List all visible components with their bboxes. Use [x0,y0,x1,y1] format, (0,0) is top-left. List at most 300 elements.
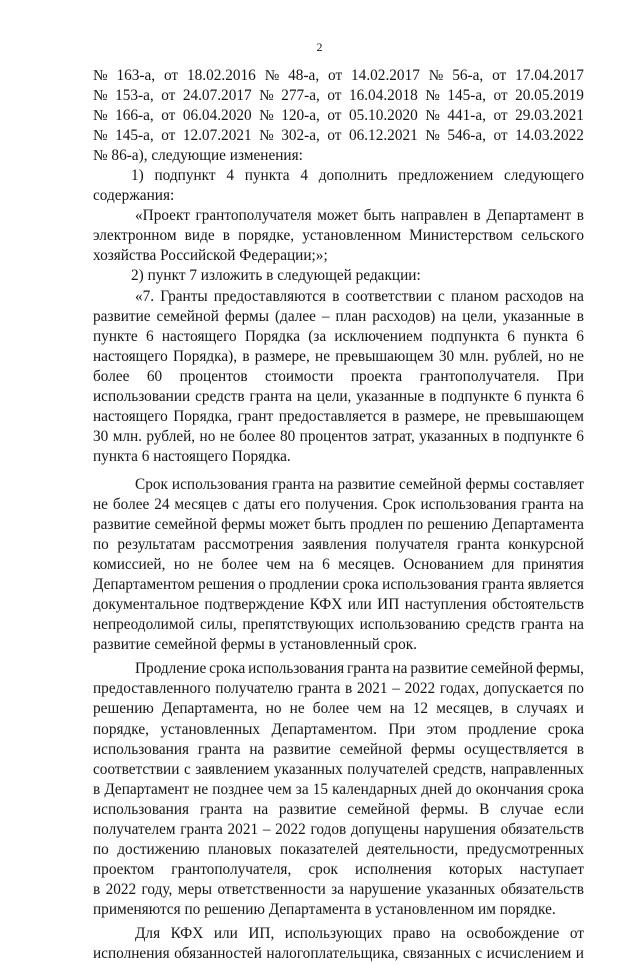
text-line [93,820,584,840]
word: наступает [519,860,584,878]
word: «7. [135,287,155,305]
word: Министерством [409,227,513,245]
word: исключением [334,327,423,345]
word: цели, [462,307,497,325]
word: комиссией, [93,556,166,574]
text-line [93,387,584,407]
word: на [392,660,408,678]
word: но [547,347,564,365]
word: чем [357,700,382,718]
word: затрат, [372,427,415,445]
word: соответствии [93,760,180,778]
word: фермы. [420,800,469,818]
word: составляет [513,475,584,493]
word: от [328,67,343,84]
word: срока [342,576,379,594]
word: фермы, [536,660,584,678]
word: по [93,840,109,858]
word: 6 [576,327,584,345]
word: от [492,67,507,84]
word: дополнить [318,167,388,185]
word: 12 [412,700,429,718]
word: порядке, [238,227,295,245]
word: 05.10.2020 [348,107,418,125]
word: Департамента [492,516,584,534]
word: 145-а, [115,127,154,145]
word: срока [209,660,246,678]
word: (далее [274,307,316,325]
word: от [327,87,342,105]
word: право [392,924,431,942]
word: настоящего [93,347,168,365]
text-line [93,555,584,575]
word: от [327,107,342,125]
word: продлении [269,576,340,594]
word: семейной [156,307,219,325]
word: 29.03.2021 [515,107,584,125]
word: гранта [271,475,315,493]
word: и [575,945,584,963]
word: развитие [93,516,151,534]
word: или [347,596,372,614]
word: для [491,556,515,574]
word: от [163,67,179,84]
word: 15 [312,780,328,798]
word: Для [135,924,161,942]
word: 2022 [404,680,436,698]
word: гранта [457,536,500,554]
word: на [440,924,456,942]
word: пункта [244,167,290,185]
word: фермы [410,740,456,758]
word: 153-а, [115,87,154,105]
word: сельского [520,227,584,245]
word: срока [547,780,584,798]
word: превышающем [335,347,434,365]
text-line [93,367,584,387]
word: № [259,87,274,105]
word: документальное [93,596,199,614]
word: в [222,227,230,245]
text-line [93,287,584,307]
word: использования [93,740,190,758]
word: размере, [254,347,310,365]
word: пункте [93,327,138,345]
word: но [265,700,282,718]
word: указанных [273,760,343,778]
word: использования [248,660,345,678]
word: 30 [93,427,109,445]
word: достижению [117,840,200,858]
page-number: 2 [316,40,323,54]
word: показателей [280,840,359,858]
word: № [93,87,108,105]
word: получателем [93,820,176,838]
word: продлен [349,516,404,534]
word: или [213,924,238,942]
word: гранта [249,387,293,405]
word: заявления [302,536,367,554]
word: на [296,387,312,405]
word: предоставленного [93,680,211,698]
word: в [473,207,481,225]
word: на [441,307,457,325]
word: семейной [399,475,462,493]
word: в [501,700,509,718]
word: Гранты [160,287,208,305]
word: 24.07.2017 [182,87,252,105]
word: При [388,720,416,738]
word: Департаментом [93,576,195,594]
word: на [568,287,584,305]
word: виде [184,227,215,245]
word: 48-а, [288,67,320,84]
word: указанные [502,307,571,325]
word: продление [468,720,537,738]
text-line [93,86,584,106]
word: ИП, [248,924,275,942]
text-line [93,126,584,146]
word: направленных [490,760,584,778]
word: млн. [459,347,489,365]
text-line [93,800,584,820]
word: 60 [146,367,163,385]
word: на [568,616,584,634]
word: срока [547,720,584,738]
text-line: № 86-а), следующие изменения: [93,147,303,165]
word: 6 [576,387,584,405]
word: развитие [410,660,468,678]
word: 6 [322,556,330,574]
text-line [93,944,584,964]
word: № [428,67,444,84]
word: освобождение [466,924,560,942]
word: средств [195,387,245,405]
word: нарушения [423,820,496,838]
word: расходов) [372,307,436,325]
word: развитие [93,307,151,325]
word: в [429,387,437,405]
word: стоимости [264,367,334,385]
text-line [93,475,584,495]
word: семейной [347,800,410,818]
word: указанных [426,880,496,898]
text-line [93,615,584,635]
word: Порядка), [173,347,238,365]
word: получателя [375,536,449,554]
document-body [93,66,584,964]
word: развитие [337,475,396,493]
word: рублей, [146,427,196,445]
word: средств [465,616,516,634]
text-line: развитие семейной фермы в установленный срок. [93,636,417,654]
word: электронном [93,227,177,245]
word: Департамент [104,780,190,798]
word: 6 [145,327,154,345]
word: 20.05.2019 [515,87,584,105]
word: 2022 [275,820,306,838]
word: гранта [297,680,341,698]
word: использованию [359,616,460,634]
word: с [475,945,483,963]
word: не [198,556,214,574]
word: следующего [503,167,584,185]
word: № [259,107,274,125]
word: от [493,87,508,105]
word: годах, [439,680,480,698]
word: 2021 [227,820,259,838]
word: решения [198,576,255,594]
word: от [569,924,584,942]
word: не [193,780,209,798]
word: на [298,556,314,574]
word: налогоплательщика, [266,945,399,963]
word: фермы [221,516,266,534]
word: 277-а, [281,87,320,105]
word: 166-а, [115,107,154,125]
word: При [557,367,584,385]
word: о [258,576,266,594]
word: 06.12.2021 [348,127,418,145]
word: случае [500,800,544,818]
word: ИП [377,596,400,614]
text-line [93,495,584,515]
text-line [93,347,584,367]
text-line [93,880,584,900]
word: получения. [305,495,378,513]
word: № [425,87,440,105]
word: за [295,780,309,798]
word: 16.04.2018 [348,87,418,105]
text-line [93,515,584,535]
word: непреодолимой [93,616,195,634]
word: настоящего [161,327,237,345]
word: допущены [350,820,420,838]
word: более [221,556,258,574]
word: за [331,880,345,898]
word: чем [267,780,292,798]
word: 145-а, [447,87,486,105]
word: гранта [197,740,241,758]
word: «Проект [135,207,190,225]
text-line [93,166,584,186]
word: 12.07.2021 [182,127,252,145]
word: гранта [199,800,243,818]
text-line [93,659,584,679]
word: грантополучателя [195,207,312,225]
word: в [576,207,584,225]
word: установленном [302,227,402,245]
word: нарушение [349,880,422,898]
word: месяцев [174,495,228,513]
word: позднее [212,780,264,798]
text-line [93,595,584,615]
word: результатам [117,536,196,554]
word: использования [93,800,190,818]
word: № [259,127,274,145]
word: с [183,760,191,778]
word: – [321,307,330,325]
word: календарных [332,780,418,798]
word: Порядка [244,327,301,345]
word: семейной [339,740,403,758]
text-line [93,720,584,740]
word: Порядка, [173,407,233,425]
word: от [161,107,176,125]
word: (за [308,327,327,345]
word: в [492,427,500,445]
word: принятия [522,556,584,574]
word: препятствующих [242,616,354,634]
word: настоящего [93,407,168,425]
word: предложением [398,167,494,185]
word: исполнения [93,945,170,963]
word: обязанностей [174,945,262,963]
text-line [93,106,584,126]
word: может [317,207,359,225]
word: по [568,680,584,698]
word: Департамент [486,207,572,225]
word: Департаментом. [271,720,377,738]
word: предоставляется [278,407,387,425]
word: 14.02.2017 [351,67,420,84]
word: план [335,307,367,325]
word: месяцев. [338,556,395,574]
word: развитие [278,800,337,818]
word: в [93,780,101,798]
word: 14.03.2022 [515,127,584,145]
text-line [93,535,584,555]
word: использования [420,495,517,513]
text-line [93,760,584,780]
word: более [239,427,276,445]
word: от [161,87,176,105]
word: в [344,680,353,698]
word: Департамента, [161,700,258,718]
word: Основанием [403,556,484,574]
word: допускается [483,680,564,698]
text-line [93,307,584,327]
word: гранта [481,576,525,594]
word: решению [93,700,154,718]
word: исполнения [354,860,432,878]
word: быть [363,207,396,225]
word: заявлением [195,760,270,778]
text-line [93,924,584,944]
word: деятельности, [366,840,459,858]
word: ответственности [217,880,326,898]
word: цели, [316,387,352,405]
word: конкурсной [508,536,584,554]
word: предусмотренных [466,840,584,858]
word: если [554,800,584,818]
word: с [232,495,239,513]
word: процентов [299,427,368,445]
word: получателей [347,760,429,778]
word: срок [308,860,338,878]
word: рублей, [493,347,543,365]
word: на [249,740,265,758]
text-line [93,206,584,226]
word: может [269,516,311,534]
word: по [407,516,424,534]
text-line [93,427,584,447]
word: в [576,740,584,758]
word: является [527,576,584,594]
word: 4 [226,167,234,185]
word: окончания [475,780,544,798]
word: подпункта [430,327,499,345]
word: в [93,880,101,898]
word: 2021 [356,680,388,698]
word: году, [141,880,173,898]
word: исчислением [486,945,572,963]
word: В [479,800,490,818]
word: 546-а, [447,127,486,145]
word: 2022 [105,880,137,898]
word: фермы [465,475,510,493]
word: плановых [208,840,272,858]
word: быть [314,516,346,534]
word: расходов [504,287,563,305]
word: годов [310,820,347,838]
word: обязательств [500,820,584,838]
word: и [575,700,584,718]
text-line [93,226,584,246]
word: размере, [404,407,460,425]
word: от [161,127,176,145]
word: процентов [179,367,248,385]
word: грант [237,407,274,425]
word: гранта [347,660,390,678]
word: 30 [438,347,455,365]
word: осуществляется [463,740,568,758]
word: на [253,800,269,818]
word: 18.02.2016 [186,67,256,84]
word: средств, [432,760,487,778]
word: подтверждение [204,596,305,614]
word: чем [266,556,291,574]
text-line: хозяйства Российской Федерации;»; [93,247,328,265]
word: не [219,427,235,445]
text-line [93,699,584,719]
word: № [425,127,440,145]
word: указанных [419,427,488,445]
word: развитие [273,740,331,758]
word: от [493,107,508,125]
word: дней [421,780,453,798]
word: – [392,680,400,698]
word: направлен [400,207,468,225]
word: № [93,67,108,84]
word: 441-а, [447,107,486,125]
word: указанные [356,387,425,405]
word: не [568,347,584,365]
word: подпункте [441,387,510,405]
word: в [332,287,340,305]
word: обязательств [500,880,584,898]
word: более [112,495,150,513]
word: гранта [521,495,564,513]
word: связанных [402,945,471,963]
text-line [93,327,584,347]
word: гранта [180,820,223,838]
text-line: применяются по решению Департамента в установленном им порядке. [93,900,556,918]
word: 80 [279,427,296,445]
word: получателю [215,680,293,698]
word: от [327,127,342,145]
word: этом [426,720,457,738]
